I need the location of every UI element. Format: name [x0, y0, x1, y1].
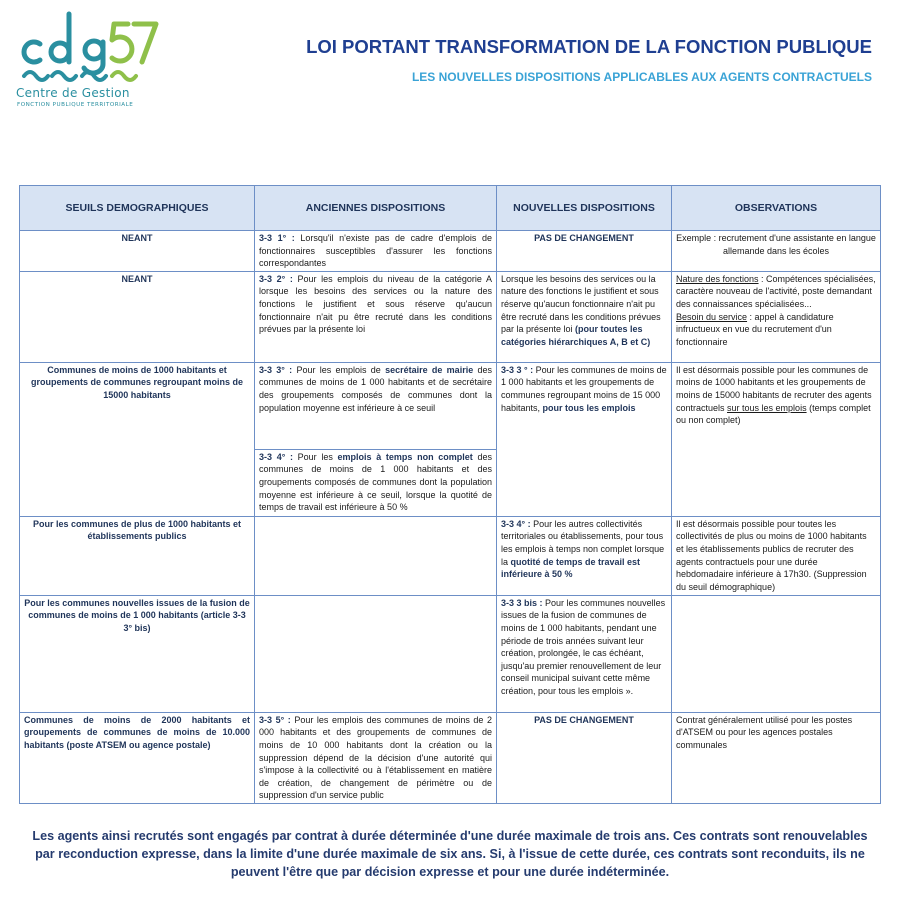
- nouvelle-cell: [497, 516, 672, 595]
- ancienne-cell: [255, 712, 497, 803]
- ancienne-cell: [255, 362, 497, 449]
- nouvelle-bold: (pour toutes les catégories hiérarchiques A, B et C): [501, 324, 651, 347]
- ancienne-cell: [255, 449, 497, 516]
- ancienne-text: Pour les emplois de: [292, 364, 386, 375]
- nouvelle-cell: [497, 595, 672, 712]
- ancienne-text: des communes de moins de 1 000 habitants et des groupements composés de communes dont la population moyenne est inférieure à ce seuil, lorsque la quotité de temps de travail est inférieure à 50 %: [259, 451, 492, 513]
- article-ref: 3-3 3 ° :: [501, 364, 534, 375]
- dispositions-table: [19, 185, 881, 804]
- observation-cell: Exemple : recrutement d'une assistante en langue allemande dans les écoles: [672, 231, 881, 272]
- nouvelle-bold: quotité de temps de travail est inférieure à 50 %: [501, 556, 641, 580]
- obs-text: (temps complet ou non complet): [676, 402, 871, 426]
- article-ref: 3-3 1° :: [259, 233, 295, 243]
- nouvelle-bold: pour tous les emplois: [542, 402, 636, 413]
- logo-centre-de-gestion: Centre de Gestion: [16, 86, 130, 100]
- ancienne-text: Lorsqu'il n'existe pas de cadre d'emplois de fonctionnaires susceptibles d'assurer les fonctions correspondantes: [259, 233, 492, 269]
- header-seuils: SEUILS DEMOGRAPHIQUES: [20, 186, 255, 231]
- obs-text: Il est désormais possible pour les communes de moins de 1000 habitants et les groupements de moins de 15000 habitants de recruter des agents contractuels: [676, 364, 872, 413]
- nouvelle-text: Lorsque les besoins des services ou la nature des fonctions le justifient et sous réserve qu'aucun fonctionnaire n'ait pu être recruté dans les conditions prévues par la présente loi: [501, 273, 661, 335]
- page-subtitle: LES NOUVELLES DISPOSITIONS APPLICABLES AUX AGENTS CONTRACTUELS: [411, 70, 872, 84]
- obs-text-nature: : Compétences spécialisées, caractère nouveau de l'activité, poste demandant des connaissances spécialisées...: [676, 273, 876, 309]
- article-ref: 3-3 2° :: [259, 273, 293, 284]
- seuil-cell: NEANT: [20, 271, 255, 362]
- header-anciennes: ANCIENNES DISPOSITIONS: [255, 186, 497, 231]
- ancienne-bold: emplois à temps non complet: [337, 451, 473, 462]
- header-nouvelles: NOUVELLES DISPOSITIONS: [497, 186, 672, 231]
- table-row: [20, 712, 881, 803]
- nouvelle-cell: [497, 271, 672, 362]
- ancienne-bold: secrétaire de mairie: [385, 364, 474, 375]
- table-header-row: [20, 186, 881, 231]
- nouvelle-text: Pour les communes de moins de 1 000 habitants et les groupements de communes regroupant moins de 15 000 habitants,: [501, 364, 667, 413]
- ancienne-cell-empty: [255, 595, 497, 712]
- cdg57-logo-mark: [10, 6, 170, 86]
- article-ref: 3-3 5° :: [259, 714, 291, 725]
- article-ref: 3-3 3 bis :: [501, 597, 543, 608]
- ancienne-cell: [255, 231, 497, 272]
- table-row: [20, 595, 881, 712]
- table-row: [20, 516, 881, 595]
- ancienne-text: Pour les emplois des communes de moins de 2 000 habitants et des groupements de communes de moins de 10 000 habitants dont la création ou la suppression dépend de la décision d'une autorité qui s'impose à la collectivité ou à l'établissement en matière de création, de changement de périmètre ou de suppression d'un service public: [259, 714, 492, 801]
- nouvelle-cell: [497, 362, 672, 516]
- table-row: [20, 362, 881, 449]
- obs-underline: sur tous les emplois: [727, 402, 807, 413]
- ancienne-text: des communes de moins de 1 000 habitants et de secrétaire des groupements composés de communes dont la population moyenne est inférieure à ce seuil: [259, 364, 492, 413]
- footer-note: Les agents ainsi recrutés sont engagés par contrat à durée déterminée d'une durée maximale de trois ans. Ces contrats sont renouvelables par reconduction expresse, dans la limite d'une durée maximale de six ans. Si, à l'issue de cette durée, ces contrats sont reconduits, ils ne peuvent l'être que par décision expresse et pour une durée indéterminée.: [32, 829, 868, 879]
- obs-text-besoin: : appel à candidature infructueux en vue du recrutement d'un fonctionnaire: [676, 311, 834, 347]
- ancienne-text: Pour les emplois du niveau de la catégorie A lorsque les besoins des services ou la nature des fonctions le justifient et sous réserve qu'aucun fonctionnaire n'ait pu être recruté dans les conditions prévues par la présente loi: [259, 273, 492, 335]
- logo-fonction-publique: FONCTION PUBLIQUE TERRITORIALE: [17, 102, 134, 108]
- observation-cell: [672, 362, 881, 516]
- table-row: [20, 271, 881, 362]
- observation-cell: Contrat généralement utilisé pour les postes d'ATSEM ou pour les agences postales communales: [672, 712, 881, 803]
- observation-cell: [672, 271, 881, 362]
- seuil-cell: NEANT: [20, 231, 255, 272]
- seuil-cell: Pour les communes de plus de 1000 habitants et établissements publics: [20, 516, 255, 595]
- nouvelle-cell: PAS DE CHANGEMENT: [497, 712, 672, 803]
- ancienne-cell: [255, 271, 497, 362]
- seuil-cell: Communes de moins de 1000 habitants et groupements de communes regroupant moins de 15000 habitants: [20, 362, 255, 516]
- article-ref: 3-3 3° :: [259, 364, 293, 375]
- article-ref: 3-3 4° :: [501, 518, 531, 529]
- page-title: LOI PORTANT TRANSFORMATION DE LA FONCTION PUBLIQUE: [306, 36, 872, 57]
- nouvelle-cell: PAS DE CHANGEMENT: [497, 231, 672, 272]
- obs-underline-nature: Nature des fonctions: [676, 273, 759, 284]
- table-row: [20, 231, 881, 272]
- cdg57-logo: [10, 6, 170, 106]
- observation-cell-empty: [672, 595, 881, 712]
- nouvelle-text: Pour les autres collectivités territoriales ou établissements, pour tous les emplois à temps non complet lorsque la: [501, 518, 665, 567]
- seuil-cell: Pour les communes nouvelles issues de la fusion de communes de moins de 1 000 habitants (article 3-3 3° bis): [20, 595, 255, 712]
- observation-cell: Il est désormais possible pour toutes les collectivités de plus ou moins de 1000 habitants et les établissements publics de recruter des agents contractuels pour une durée hebdomadaire inférieure à 17h30. (Suppression du seuil démographique): [672, 516, 881, 595]
- header-observations: OBSERVATIONS: [672, 186, 881, 231]
- article-ref: 3-3 4° :: [259, 451, 293, 462]
- seuil-cell: Communes de moins de 2000 habitants et groupements de communes de moins de 10.000 habitants (poste ATSEM ou agence postale): [20, 712, 255, 803]
- ancienne-text: Pour les: [292, 451, 338, 462]
- nouvelle-text: Pour les communes nouvelles issues de la fusion de communes de moins de 1 000 habitants, pendant une période de trois années suivant leur création, prolongée, le cas échéant, jusqu'au premier renouvellement de leur conseil municipal suivant cette même création, pour tous les emplois ».: [501, 597, 666, 696]
- obs-underline-besoin: Besoin du service: [676, 311, 748, 322]
- ancienne-cell-empty: [255, 516, 497, 595]
